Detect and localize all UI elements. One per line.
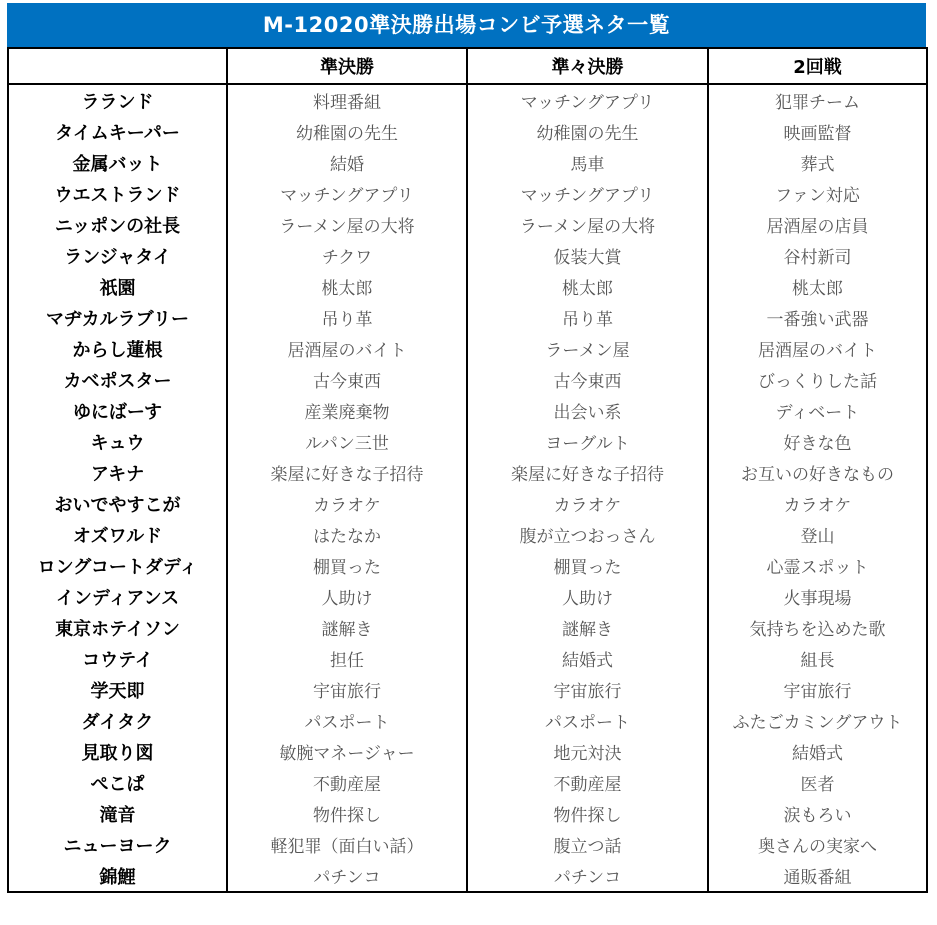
combi-name: ニューヨーク: [8, 829, 227, 860]
semifinal-neta: 物件探し: [227, 798, 467, 829]
second-round-neta: 居酒屋のバイト: [708, 333, 927, 364]
combi-name: カベポスター: [8, 364, 227, 395]
combi-name: マヂカルラブリー: [8, 302, 227, 333]
table-row: [8, 240, 927, 271]
combi-name: ダイタク: [8, 705, 227, 736]
quarterfinal-neta: 地元対決: [467, 736, 708, 767]
quarterfinal-neta: 吊り革: [467, 302, 708, 333]
quarterfinal-neta: 物件探し: [467, 798, 708, 829]
semifinal-neta: 不動産屋: [227, 767, 467, 798]
semifinal-neta: 吊り革: [227, 302, 467, 333]
table-row: [8, 271, 927, 302]
table-row: [8, 116, 927, 147]
quarterfinal-neta: 古今東西: [467, 364, 708, 395]
second-round-neta: 結婚式: [708, 736, 927, 767]
semifinal-neta: パスポート: [227, 705, 467, 736]
table-row: [8, 84, 927, 116]
combi-name: キュウ: [8, 426, 227, 457]
combi-name: ラランド: [8, 84, 227, 116]
quarterfinal-neta: マッチングアプリ: [467, 178, 708, 209]
combi-name: からし蓮根: [8, 333, 227, 364]
table-row: [8, 302, 927, 333]
table-row: [8, 736, 927, 767]
quarterfinal-neta: 楽屋に好きな子招待: [467, 457, 708, 488]
quarterfinal-neta: 結婚式: [467, 643, 708, 674]
table-row: [8, 395, 927, 426]
combi-name: 錦鯉: [8, 860, 227, 892]
second-round-neta: 通販番組: [708, 860, 927, 892]
table-row: [8, 798, 927, 829]
quarterfinal-neta: 幼稚園の先生: [467, 116, 708, 147]
quarterfinal-neta: 馬車: [467, 147, 708, 178]
semifinal-neta: カラオケ: [227, 488, 467, 519]
combi-name: おいでやすこが: [8, 488, 227, 519]
semifinal-neta: マッチングアプリ: [227, 178, 467, 209]
semifinal-neta: 産業廃棄物: [227, 395, 467, 426]
semifinal-neta: 担任: [227, 643, 467, 674]
second-round-neta: 犯罪チーム: [708, 84, 927, 116]
table-row: [8, 333, 927, 364]
second-round-neta: 葬式: [708, 147, 927, 178]
quarterfinal-neta: 腹が立つおっさん: [467, 519, 708, 550]
combi-name: 東京ホテイソン: [8, 612, 227, 643]
table-row: [8, 550, 927, 581]
quarterfinal-neta: 謎解き: [467, 612, 708, 643]
second-round-neta: びっくりした話: [708, 364, 927, 395]
header-semifinal: 準決勝: [227, 48, 467, 84]
semifinal-neta: 謎解き: [227, 612, 467, 643]
second-round-neta: お互いの好きなもの: [708, 457, 927, 488]
combi-name: コウテイ: [8, 643, 227, 674]
combi-name: ウエストランド: [8, 178, 227, 209]
quarterfinal-neta: 仮装大賞: [467, 240, 708, 271]
semifinal-neta: 居酒屋のバイト: [227, 333, 467, 364]
second-round-neta: カラオケ: [708, 488, 927, 519]
combi-name: ゆにばーす: [8, 395, 227, 426]
table-row: [8, 829, 927, 860]
table-row: [8, 147, 927, 178]
table-row: [8, 364, 927, 395]
second-round-neta: 谷村新司: [708, 240, 927, 271]
combi-name: ロングコートダディ: [8, 550, 227, 581]
table-row: [8, 457, 927, 488]
neta-table: [7, 47, 928, 893]
quarterfinal-neta: 出会い系: [467, 395, 708, 426]
combi-name: ぺこぱ: [8, 767, 227, 798]
table-row: [8, 426, 927, 457]
quarterfinal-neta: ラーメン屋: [467, 333, 708, 364]
second-round-neta: 組長: [708, 643, 927, 674]
quarterfinal-neta: 不動産屋: [467, 767, 708, 798]
second-round-neta: 心霊スポット: [708, 550, 927, 581]
combi-name: ニッポンの社長: [8, 209, 227, 240]
table-row: [8, 674, 927, 705]
second-round-neta: 宇宙旅行: [708, 674, 927, 705]
table-row: [8, 705, 927, 736]
semifinal-neta: 宇宙旅行: [227, 674, 467, 705]
semifinal-neta: ラーメン屋の大将: [227, 209, 467, 240]
second-round-neta: ファン対応: [708, 178, 927, 209]
combi-name: インディアンス: [8, 581, 227, 612]
semifinal-neta: 料理番組: [227, 84, 467, 116]
header-quarterfinal: 準々決勝: [467, 48, 708, 84]
quarterfinal-neta: 棚買った: [467, 550, 708, 581]
second-round-neta: ふたごカミングアウト: [708, 705, 927, 736]
combi-name: 祇園: [8, 271, 227, 302]
table-row: [8, 643, 927, 674]
table-row: [8, 581, 927, 612]
second-round-neta: 涙もろい: [708, 798, 927, 829]
semifinal-neta: 棚買った: [227, 550, 467, 581]
semifinal-neta: 敏腕マネージャー: [227, 736, 467, 767]
second-round-neta: 映画監督: [708, 116, 927, 147]
page-title: M-12020準決勝出場コンビ予選ネタ一覧: [7, 3, 926, 47]
table-row: [8, 209, 927, 240]
spreadsheet: [7, 3, 926, 893]
second-round-neta: 気持ちを込めた歌: [708, 612, 927, 643]
table-row: [8, 488, 927, 519]
table-body: [8, 84, 927, 892]
semifinal-neta: 幼稚園の先生: [227, 116, 467, 147]
combi-name: 学天即: [8, 674, 227, 705]
table-row: [8, 519, 927, 550]
semifinal-neta: 楽屋に好きな子招待: [227, 457, 467, 488]
quarterfinal-neta: 腹立つ話: [467, 829, 708, 860]
table-row: [8, 178, 927, 209]
quarterfinal-neta: ラーメン屋の大将: [467, 209, 708, 240]
table-row: [8, 767, 927, 798]
table-row: [8, 860, 927, 892]
second-round-neta: 登山: [708, 519, 927, 550]
second-round-neta: 奥さんの実家へ: [708, 829, 927, 860]
semifinal-neta: パチンコ: [227, 860, 467, 892]
second-round-neta: 一番強い武器: [708, 302, 927, 333]
quarterfinal-neta: 人助け: [467, 581, 708, 612]
semifinal-neta: チクワ: [227, 240, 467, 271]
combi-name: 滝音: [8, 798, 227, 829]
second-round-neta: 火事現場: [708, 581, 927, 612]
quarterfinal-neta: カラオケ: [467, 488, 708, 519]
semifinal-neta: 古今東西: [227, 364, 467, 395]
second-round-neta: 居酒屋の店員: [708, 209, 927, 240]
semifinal-neta: はたなか: [227, 519, 467, 550]
header-second-round: 2回戦: [708, 48, 927, 84]
table-row: [8, 612, 927, 643]
quarterfinal-neta: 桃太郎: [467, 271, 708, 302]
quarterfinal-neta: 宇宙旅行: [467, 674, 708, 705]
combi-name: ランジャタイ: [8, 240, 227, 271]
semifinal-neta: 軽犯罪（面白い話）: [227, 829, 467, 860]
quarterfinal-neta: パスポート: [467, 705, 708, 736]
combi-name: アキナ: [8, 457, 227, 488]
combi-name: 金属バット: [8, 147, 227, 178]
second-round-neta: ディベート: [708, 395, 927, 426]
semifinal-neta: 桃太郎: [227, 271, 467, 302]
quarterfinal-neta: パチンコ: [467, 860, 708, 892]
quarterfinal-neta: ヨーグルト: [467, 426, 708, 457]
combi-name: タイムキーパー: [8, 116, 227, 147]
second-round-neta: 医者: [708, 767, 927, 798]
combi-name: 見取り図: [8, 736, 227, 767]
second-round-neta: 桃太郎: [708, 271, 927, 302]
header-row: [8, 48, 927, 84]
semifinal-neta: 人助け: [227, 581, 467, 612]
semifinal-neta: ルパン三世: [227, 426, 467, 457]
second-round-neta: 好きな色: [708, 426, 927, 457]
combi-name: オズワルド: [8, 519, 227, 550]
semifinal-neta: 結婚: [227, 147, 467, 178]
quarterfinal-neta: マッチングアプリ: [467, 84, 708, 116]
header-combi: [8, 48, 227, 84]
